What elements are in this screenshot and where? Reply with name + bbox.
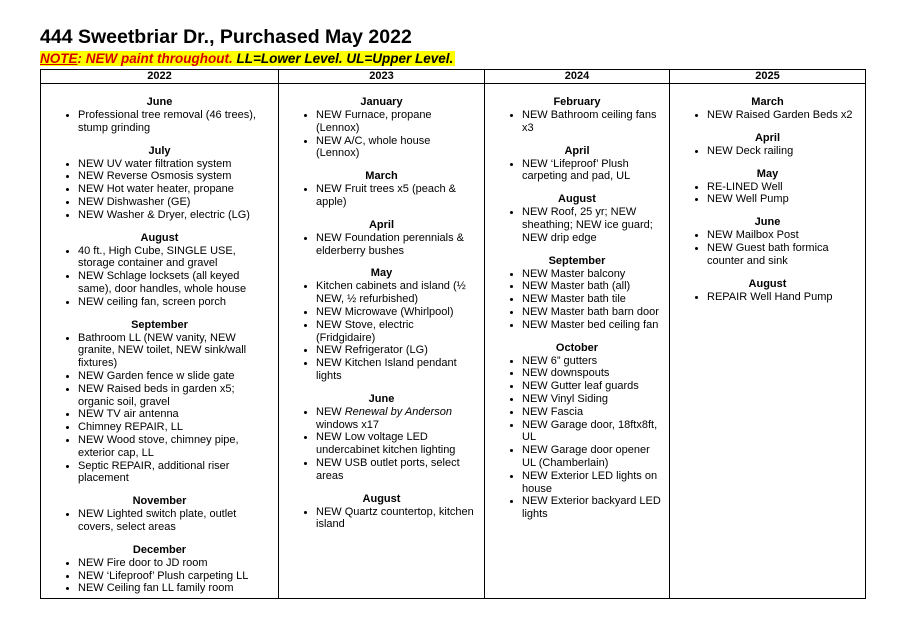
- improvement-item: • REPAIR Well Hand Pump: [707, 291, 857, 304]
- improvement-item: • NEW Well Pump: [707, 193, 857, 206]
- improvement-item: • NEW Quartz countertop, kitchen island: [316, 506, 476, 532]
- improvement-list: [41, 245, 278, 309]
- improvement-item: • NEW 6” gutters: [522, 355, 661, 368]
- improvement-list: [670, 291, 865, 304]
- improvement-item: • NEW Refrigerator (LG): [316, 344, 476, 357]
- page-title: 444 Sweetbriar Dr., Purchased May 2022: [40, 26, 412, 48]
- improvement-item: • NEW Washer & Dryer, electric (LG): [78, 209, 270, 222]
- month-heading: February: [553, 96, 601, 108]
- improvement-list: [670, 145, 865, 158]
- improvement-item: • Professional tree removal (46 trees), stump grinding: [78, 109, 270, 135]
- improvement-item: • NEW Gutter leaf guards: [522, 380, 661, 393]
- month-heading: June: [146, 96, 173, 108]
- improvement-item: • NEW Garage door, 18ftx8ft, UL: [522, 419, 661, 445]
- note-label: NOTE: [40, 51, 78, 66]
- note-level-text: LL=Lower Level. UL=Upper Level.: [232, 51, 454, 66]
- improvement-item: • NEW Master bed ceiling fan: [522, 319, 661, 332]
- improvement-list: [485, 268, 669, 332]
- improvement-item: • Bathroom LL (NEW vanity, NEW granite, NEW toilet, NEW sink/wall fixtures): [78, 332, 270, 370]
- note-paint-text: : NEW paint throughout.: [77, 51, 233, 66]
- improvement-list: [670, 109, 865, 122]
- improvement-item: • Chimney REPAIR, LL: [78, 421, 270, 434]
- improvement-list: [41, 109, 278, 135]
- improvement-list: [279, 506, 484, 532]
- month-heading: May: [756, 167, 779, 180]
- improvement-list: [279, 183, 484, 209]
- year-column-2025: [670, 84, 866, 599]
- improvement-item: • NEW Fascia: [522, 406, 661, 419]
- improvement-list: [279, 280, 484, 382]
- improvement-item: • NEW Schlage locksets (all keyed same), door handles, whole house: [78, 270, 270, 296]
- improvement-item: • NEW Vinyl Siding: [522, 393, 661, 406]
- improvement-list: [485, 109, 669, 135]
- month-heading: August: [748, 277, 787, 290]
- month-heading: August: [362, 492, 401, 505]
- improvement-item: • NEW Stove, electric (Fridgidaire): [316, 319, 476, 345]
- improvement-list: [279, 232, 484, 258]
- improvement-item: • NEW Master bath barn door: [522, 306, 661, 319]
- improvement-item: • NEW Raised beds in garden x5; organic soil, gravel: [78, 383, 270, 409]
- improvement-item: • NEW Mailbox Post: [707, 229, 857, 242]
- month-heading: April: [754, 131, 781, 144]
- month-heading: August: [140, 231, 179, 244]
- improvement-item: • NEW ‘Lifeproof’ Plush carpeting and pad, UL: [522, 158, 661, 184]
- year-header-row: [41, 70, 866, 84]
- improvement-list: [41, 557, 278, 595]
- improvement-list: [279, 109, 484, 160]
- improvement-item: • NEW A/C, whole house (Lennox): [316, 135, 476, 161]
- improvement-list: [670, 181, 865, 207]
- improvement-list: [41, 508, 278, 534]
- improvement-item: • NEW Deck railing: [707, 145, 857, 158]
- improvement-item: • NEW Master balcony: [522, 268, 661, 281]
- improvement-item: • NEW Furnace, propane (Lennox): [316, 109, 476, 135]
- improvement-list: [41, 332, 278, 486]
- improvement-item: • NEW Low voltage LED undercabinet kitchen lighting: [316, 431, 476, 457]
- improvement-item: • NEW Renewal by Anderson windows x17: [316, 406, 476, 432]
- improvement-item: • NEW Raised Garden Beds x2: [707, 109, 857, 122]
- month-heading: May: [370, 267, 393, 280]
- improvement-item: • NEW Hot water heater, propane: [78, 183, 270, 196]
- month-heading: September: [131, 318, 188, 331]
- month-heading: March: [365, 170, 398, 183]
- month-heading: November: [132, 495, 187, 508]
- improvement-list: [41, 158, 278, 222]
- month-heading: April: [368, 218, 395, 231]
- improvement-item: • NEW USB outlet ports, select areas: [316, 457, 476, 483]
- improvement-item: • NEW Bathroom ceiling fans x3: [522, 109, 661, 135]
- improvement-item: • NEW Foundation perennials & elderberry bushes: [316, 232, 476, 258]
- document-page: [40, 24, 866, 599]
- month-heading: September: [548, 254, 606, 267]
- improvements-table: [40, 69, 866, 599]
- improvement-item: • NEW TV air antenna: [78, 408, 270, 421]
- month-heading: December: [132, 543, 187, 556]
- improvement-item: • NEW Garden fence w slide gate: [78, 370, 270, 383]
- improvement-item: • NEW Microwave (Whirlpool): [316, 306, 476, 319]
- improvement-item: • NEW Fire door to JD room: [78, 557, 270, 570]
- improvement-list: [485, 355, 669, 521]
- improvement-item: • NEW downspouts: [522, 367, 661, 380]
- improvement-item: • NEW UV water filtration system: [78, 158, 270, 171]
- improvement-item: • RE-LINED Well: [707, 181, 857, 194]
- improvement-item: • NEW Fruit trees x5 (peach & apple): [316, 183, 476, 209]
- improvement-list: [485, 158, 669, 184]
- improvement-item: • NEW ceiling fan, screen porch: [78, 296, 270, 309]
- improvement-item: • NEW ‘Lifeproof’ Plush carpeting LL: [78, 570, 270, 583]
- month-heading: October: [555, 341, 599, 354]
- year-header: 2023: [279, 70, 485, 84]
- year-column-2023: [279, 84, 485, 599]
- year-header: 2022: [41, 70, 279, 84]
- improvement-list: [670, 229, 865, 267]
- month-heading: June: [754, 216, 781, 229]
- year-header: 2024: [485, 70, 670, 84]
- improvement-item: • NEW Dishwasher (GE): [78, 196, 270, 209]
- improvement-item: • NEW Master bath tile: [522, 293, 661, 306]
- improvement-item: • NEW Wood stove, chimney pipe, exterior cap, LL: [78, 434, 270, 460]
- improvement-item: • 40 ft., High Cube, SINGLE USE, storage container and gravel: [78, 245, 270, 271]
- month-heading: March: [751, 96, 784, 108]
- month-heading: July: [148, 144, 171, 157]
- improvement-item: • NEW Kitchen Island pendant lights: [316, 357, 476, 383]
- year-header: 2025: [670, 70, 866, 84]
- improvement-item: • Kitchen cabinets and island (½ NEW, ½ refurbished): [316, 280, 476, 306]
- month-heading: June: [368, 392, 395, 405]
- improvement-item: • NEW Exterior LED lights on house: [522, 470, 661, 496]
- improvement-item: • NEW Master bath (all): [522, 280, 661, 293]
- improvement-item: • NEW Reverse Osmosis system: [78, 170, 270, 183]
- improvement-item: • NEW Exterior backyard LED lights: [522, 495, 661, 521]
- improvement-item: • NEW Garage door opener UL (Chamberlain): [522, 444, 661, 470]
- month-heading: January: [360, 96, 403, 108]
- improvement-list: [485, 206, 669, 244]
- note-line: [40, 51, 455, 66]
- improvement-item: • NEW Roof, 25 yr; NEW sheathing; NEW ice guard; NEW drip edge: [522, 206, 661, 244]
- improvement-item: • NEW Ceiling fan LL family room: [78, 582, 270, 595]
- improvement-list: [279, 406, 484, 483]
- month-heading: April: [564, 144, 590, 157]
- improvement-item: • NEW Lighted switch plate, outlet covers, select areas: [78, 508, 270, 534]
- content-row: [41, 84, 866, 599]
- month-heading: August: [558, 193, 596, 206]
- improvement-item: • NEW Guest bath formica counter and sink: [707, 242, 857, 268]
- improvement-item: • Septic REPAIR, additional riser placement: [78, 460, 270, 486]
- year-column-2022: [41, 84, 279, 599]
- year-column-2024: [485, 84, 670, 599]
